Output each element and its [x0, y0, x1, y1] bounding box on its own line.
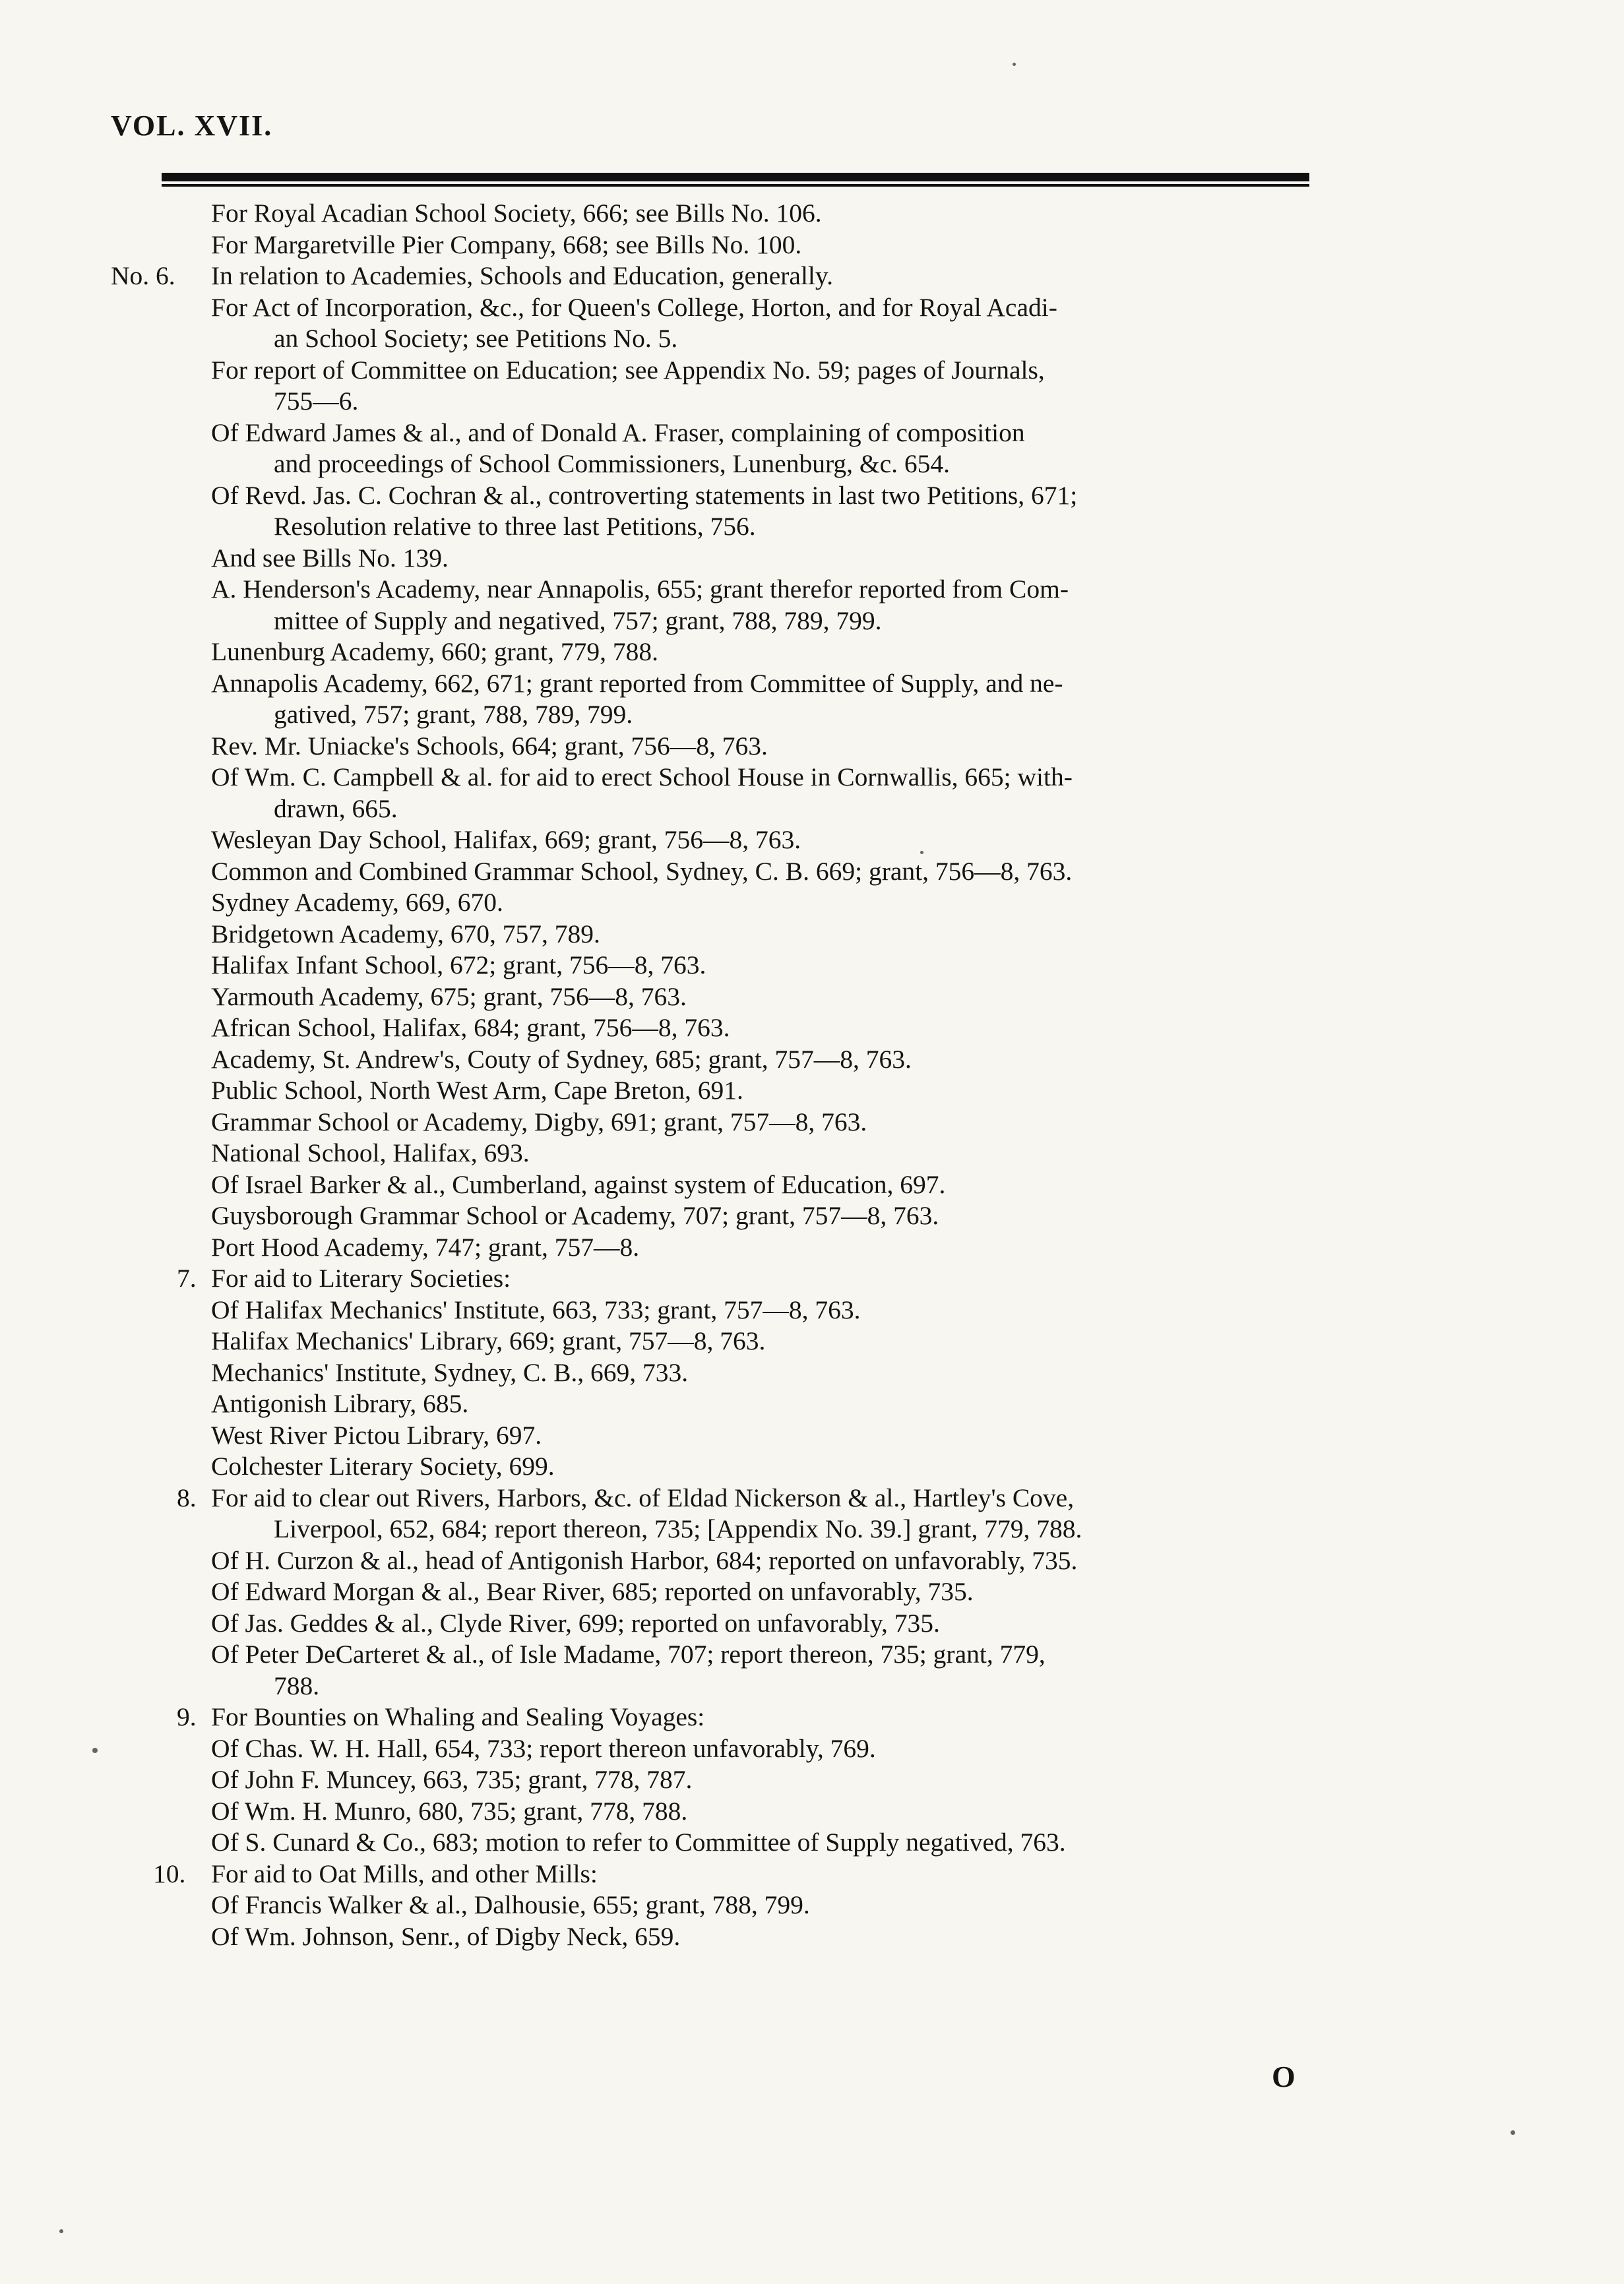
index-entry: Halifax Mechanics' Library, 669; grant, 757—8, 763.: [211, 1326, 766, 1355]
index-line: [0, 1514, 1624, 1545]
index-line: [0, 1890, 1624, 1921]
index-line: [0, 1764, 1624, 1796]
index-line: [0, 950, 1624, 981]
index-line: [0, 1263, 1624, 1295]
index-entry: West River Pictou Library, 697.: [211, 1420, 542, 1450]
index-line: [0, 1576, 1624, 1608]
scan-speck: [59, 2229, 63, 2233]
index-line: [0, 1420, 1624, 1452]
index-entry: Wesleyan Day School, Halifax, 669; grant, 756—8, 763.: [211, 825, 801, 854]
entry-continuation: Liverpool, 652, 684; report thereon, 735; [Appendix No. 39.] grant, 779, 788.: [274, 1514, 1082, 1543]
index-line: [0, 574, 1624, 605]
index-entry: Colchester Literary Society, 699.: [211, 1452, 555, 1481]
entry-continuation: an School Society; see Petitions No. 5.: [274, 324, 678, 353]
index-entry: For Royal Acadian School Society, 666; see Bills No. 106.: [211, 199, 822, 228]
index-line: [0, 1545, 1624, 1577]
section-heading: For Bounties on Whaling and Sealing Voyages:: [211, 1702, 705, 1731]
index-entries: [0, 198, 1624, 1952]
index-line: [0, 636, 1624, 668]
index-line: [0, 1608, 1624, 1640]
index-line: [0, 1200, 1624, 1232]
entry-continuation: and proceedings of School Commissioners, Lunenburg, &c. 654.: [274, 449, 951, 478]
index-line: [0, 1012, 1624, 1044]
index-line: [0, 1138, 1624, 1169]
index-entry: Antigonish Library, 685.: [211, 1389, 469, 1418]
index-line: [0, 1451, 1624, 1483]
index-line: [0, 355, 1624, 386]
index-entry: Grammar School or Academy, Digby, 691; grant, 757—8, 763.: [211, 1107, 867, 1136]
index-line: [0, 1107, 1624, 1138]
index-entry: Common and Combined Grammar School, Sydney, C. B. 669; grant, 756—8, 763.: [211, 856, 1073, 886]
index-entry: African School, Halifax, 684; grant, 756—8, 763.: [211, 1013, 730, 1042]
index-line: [0, 1796, 1624, 1828]
index-line: [0, 417, 1624, 449]
running-head: VOL. XVII.: [111, 109, 273, 142]
index-entry: Mechanics' Institute, Sydney, C. B., 669, 733.: [211, 1357, 689, 1387]
index-line: [0, 1483, 1624, 1514]
section-heading: For aid to clear out Rivers, Harbors, &c. of Eldad Nickerson & al., Hartley's Cove,: [211, 1483, 1075, 1512]
index-line: [0, 1044, 1624, 1076]
catchword: O: [1272, 2060, 1296, 2093]
index-line: [0, 731, 1624, 762]
section-heading: In relation to Academies, Schools and Education, generally.: [211, 261, 833, 290]
index-line: [0, 856, 1624, 888]
index-line: [0, 480, 1624, 512]
section-heading: For aid to Literary Societies:: [211, 1264, 511, 1293]
index-entry: Halifax Infant School, 672; grant, 756—8, 763.: [211, 950, 706, 979]
index-line: [0, 1388, 1624, 1420]
index-line: [0, 230, 1624, 261]
index-entry: And see Bills No. 139.: [211, 543, 449, 572]
index-entry: Bridgetown Academy, 670, 757, 789.: [211, 919, 600, 948]
index-line: [0, 887, 1624, 919]
entry-continuation: gatived, 757; grant, 788, 789, 799.: [274, 700, 633, 729]
section-number: 8.: [177, 1483, 197, 1512]
index-line: [0, 261, 1624, 292]
index-entry: Of Jas. Geddes & al., Clyde River, 699; reported on unfavorably, 735.: [211, 1608, 940, 1638]
index-entry: Of John F. Muncey, 663, 735; grant, 778, 787.: [211, 1765, 693, 1794]
index-entry: Of Francis Walker & al., Dalhousie, 655; grant, 788, 799.: [211, 1890, 810, 1919]
index-entry: A. Henderson's Academy, near Annapolis, 655; grant therefor reported from Com-: [211, 574, 1069, 603]
index-line: [0, 1733, 1624, 1765]
index-line: [0, 1326, 1624, 1357]
index-line: [0, 1357, 1624, 1389]
index-line: [0, 1639, 1624, 1671]
index-entry: Of Wm. H. Munro, 680, 735; grant, 778, 788.: [211, 1796, 688, 1826]
index-line: [0, 605, 1624, 637]
index-entry: Of S. Cunard & Co., 683; motion to refer to Committee of Supply negatived, 763.: [211, 1828, 1066, 1857]
index-line: [0, 793, 1624, 825]
index-line: [0, 1859, 1624, 1890]
index-entry: For Act of Incorporation, &c., for Queen's College, Horton, and for Royal Acadi-: [211, 292, 1057, 322]
index-line: [0, 919, 1624, 950]
index-line: [0, 981, 1624, 1013]
scan-speck: [1013, 63, 1016, 66]
index-line: [0, 1169, 1624, 1201]
index-entry: For Margaretville Pier Company, 668; see Bills No. 100.: [211, 230, 802, 259]
index-line: [0, 323, 1624, 355]
scan-speck: [92, 1748, 98, 1753]
index-entry: Sydney Academy, 669, 670.: [211, 888, 503, 917]
index-line: [0, 1075, 1624, 1107]
index-line: [0, 198, 1624, 230]
index-entry: Of Wm. Johnson, Senr., of Digby Neck, 659.: [211, 1921, 681, 1951]
index-entry: Of Halifax Mechanics' Institute, 663, 733; grant, 757—8, 763.: [211, 1295, 861, 1324]
index-line: [0, 668, 1624, 700]
index-entry: Port Hood Academy, 747; grant, 757—8.: [211, 1232, 640, 1262]
index-entry: Guysborough Grammar School or Academy, 707; grant, 757—8, 763.: [211, 1201, 939, 1230]
index-entry: Academy, St. Andrew's, Couty of Sydney, 685; grant, 757—8, 763.: [211, 1044, 912, 1074]
index-line: [0, 824, 1624, 856]
index-line: [0, 386, 1624, 417]
index-entry: Rev. Mr. Uniacke's Schools, 664; grant, 756—8, 763.: [211, 731, 768, 760]
index-line: [0, 699, 1624, 731]
index-entry: Yarmouth Academy, 675; grant, 756—8, 763.: [211, 981, 687, 1011]
index-line: [0, 292, 1624, 324]
index-line: [0, 1232, 1624, 1264]
index-line: [0, 1921, 1624, 1953]
index-line: [0, 1702, 1624, 1733]
index-entry: Of Peter DeCarteret & al., of Isle Madame, 707; report thereon, 735; grant, 779,: [211, 1640, 1046, 1669]
scan-speck: [1511, 2130, 1515, 2135]
index-line: [0, 1295, 1624, 1326]
section-heading: For aid to Oat Mills, and other Mills:: [211, 1859, 598, 1888]
entry-continuation: 788.: [274, 1671, 320, 1700]
index-entry: For report of Committee on Education; see Appendix No. 59; pages of Journals,: [211, 355, 1045, 385]
header-rule-thick: [162, 173, 1309, 181]
index-entry: Annapolis Academy, 662, 671; grant reported from Committee of Supply, and ne-: [211, 668, 1063, 698]
section-number: 10.: [153, 1859, 186, 1888]
index-line: [0, 448, 1624, 480]
entry-continuation: mittee of Supply and negatived, 757; grant, 788, 789, 799.: [274, 605, 882, 635]
index-entry: Of Chas. W. H. Hall, 654, 733; report thereon unfavorably, 769.: [211, 1733, 876, 1763]
entry-continuation: 755—6.: [274, 386, 359, 416]
index-entry: Of Wm. C. Campbell & al. for aid to erect School House in Cornwallis, 665; with-: [211, 762, 1073, 791]
entry-continuation: Resolution relative to three last Petitions, 756.: [274, 512, 756, 541]
index-entry: Public School, North West Arm, Cape Breton, 691.: [211, 1076, 743, 1105]
entry-continuation: drawn, 665.: [274, 793, 398, 823]
index-line: [0, 511, 1624, 543]
header-rule-thin: [162, 184, 1309, 187]
index-line: [0, 1671, 1624, 1702]
index-entry: National School, Halifax, 693.: [211, 1138, 530, 1167]
index-entry: Of Israel Barker & al., Cumberland, against system of Education, 697.: [211, 1169, 946, 1199]
index-line: [0, 762, 1624, 793]
index-entry: Of Revd. Jas. C. Cochran & al., controverting statements in last two Petitions, 671;: [211, 480, 1078, 510]
section-number: No. 6.: [111, 261, 175, 290]
section-number: 7.: [177, 1264, 197, 1293]
index-entry: Of H. Curzon & al., head of Antigonish Harbor, 684; reported on unfavorably, 735.: [211, 1545, 1078, 1575]
index-entry: Of Edward Morgan & al., Bear River, 685; reported on unfavorably, 735.: [211, 1577, 974, 1606]
scan-speck: [920, 851, 923, 854]
index-line: [0, 543, 1624, 574]
index-entry: Lunenburg Academy, 660; grant, 779, 788.: [211, 637, 658, 666]
index-entry: Of Edward James & al., and of Donald A. Fraser, complaining of composition: [211, 417, 1025, 447]
section-number: 9.: [177, 1702, 197, 1731]
index-line: [0, 1827, 1624, 1859]
